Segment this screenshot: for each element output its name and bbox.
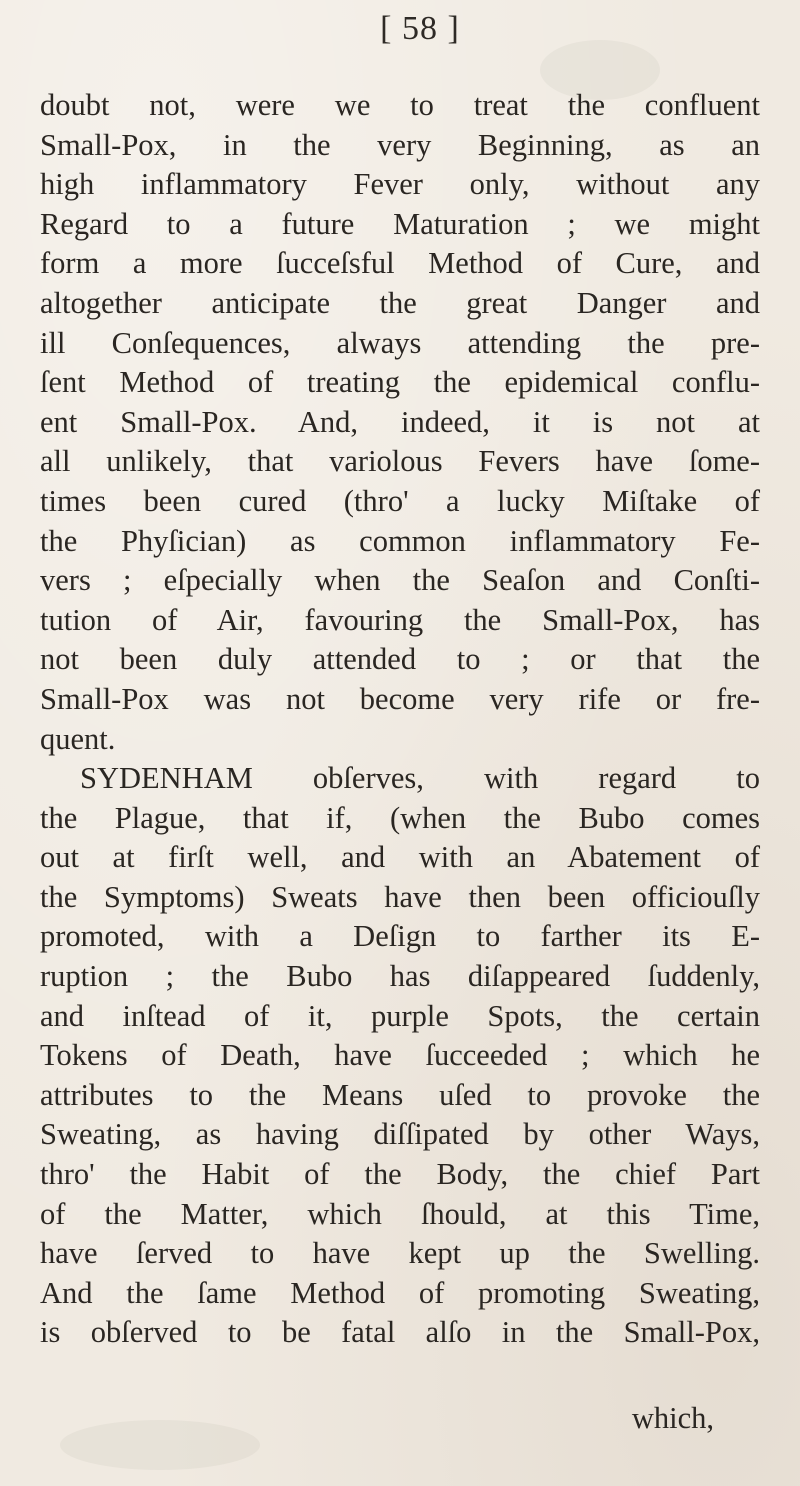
- text-line: Regard to a future Maturation ; we might: [40, 206, 760, 241]
- text-line: is obſerved to be fatal alſo in the Small-Pox,: [40, 1315, 760, 1350]
- text-line: Tokens of Death, have ſucceeded ; which he: [40, 1038, 760, 1073]
- text-line: the Plague, that if, (when the Bubo comes: [40, 800, 760, 835]
- text-line: altogether anticipate the great Danger and: [40, 285, 760, 320]
- text-line: Small-Pox was not become very rife or fre-: [40, 681, 760, 716]
- text-line: ſent Method of treating the epidemical conflu-: [40, 365, 760, 400]
- text-line: doubt not, were we to treat the confluent: [40, 88, 760, 122]
- text-line: Small-Pox, in the very Beginning, as an: [40, 127, 760, 162]
- text-line: ill Conſequences, always attending the pre-: [40, 325, 760, 360]
- text-line: times been cured (thro' a lucky Miſtake of: [40, 483, 760, 518]
- text-line: Sweating, as having diſſipated by other Ways,: [40, 1117, 760, 1152]
- catchword: which,: [631, 1401, 714, 1435]
- body-text: [40, 86, 760, 1353]
- text-line: the Phyſician) as common inflammatory Fe-: [40, 523, 760, 558]
- page-number-header: [ 58 ]: [380, 10, 460, 47]
- text-line: form a more ſucceſsful Method of Cure, and: [40, 246, 760, 281]
- text-line: tution of Air, favouring the Small-Pox, has: [40, 602, 760, 637]
- text-line: ent Small-Pox. And, indeed, it is not at: [40, 404, 760, 439]
- text-line: out at firſt well, and with an Abatement of: [40, 840, 760, 875]
- text-line: have ſerved to have kept up the Swelling.: [40, 1236, 760, 1271]
- text-line: attributes to the Means uſed to provoke the: [40, 1077, 760, 1112]
- text-line: ruption ; the Bubo has diſappeared ſuddenly,: [40, 959, 760, 994]
- text-line: not been duly attended to ; or that the: [40, 642, 760, 677]
- text-line: promoted, with a Deſign to farther its E-: [40, 919, 760, 954]
- text-line: high inflammatory Fever only, without any: [40, 167, 760, 202]
- text-line: And the ſame Method of promoting Sweating,: [40, 1275, 760, 1310]
- text-line: and inſtead of it, purple Spots, the certain: [40, 998, 760, 1033]
- text-line: all unlikely, that variolous Fevers have ſome-: [40, 444, 760, 479]
- text-line: quent.: [40, 721, 116, 756]
- text-line: vers ; eſpecially when the Seaſon and Conſti-: [40, 563, 760, 598]
- text-line: SYDENHAM obſerves, with regard to: [80, 761, 760, 796]
- text-line: thro' the Habit of the Body, the chief Part: [40, 1157, 760, 1192]
- text-line: of the Matter, which ſhould, at this Time,: [40, 1196, 760, 1231]
- text-line: the Symptoms) Sweats have then been officiouſly: [40, 879, 760, 914]
